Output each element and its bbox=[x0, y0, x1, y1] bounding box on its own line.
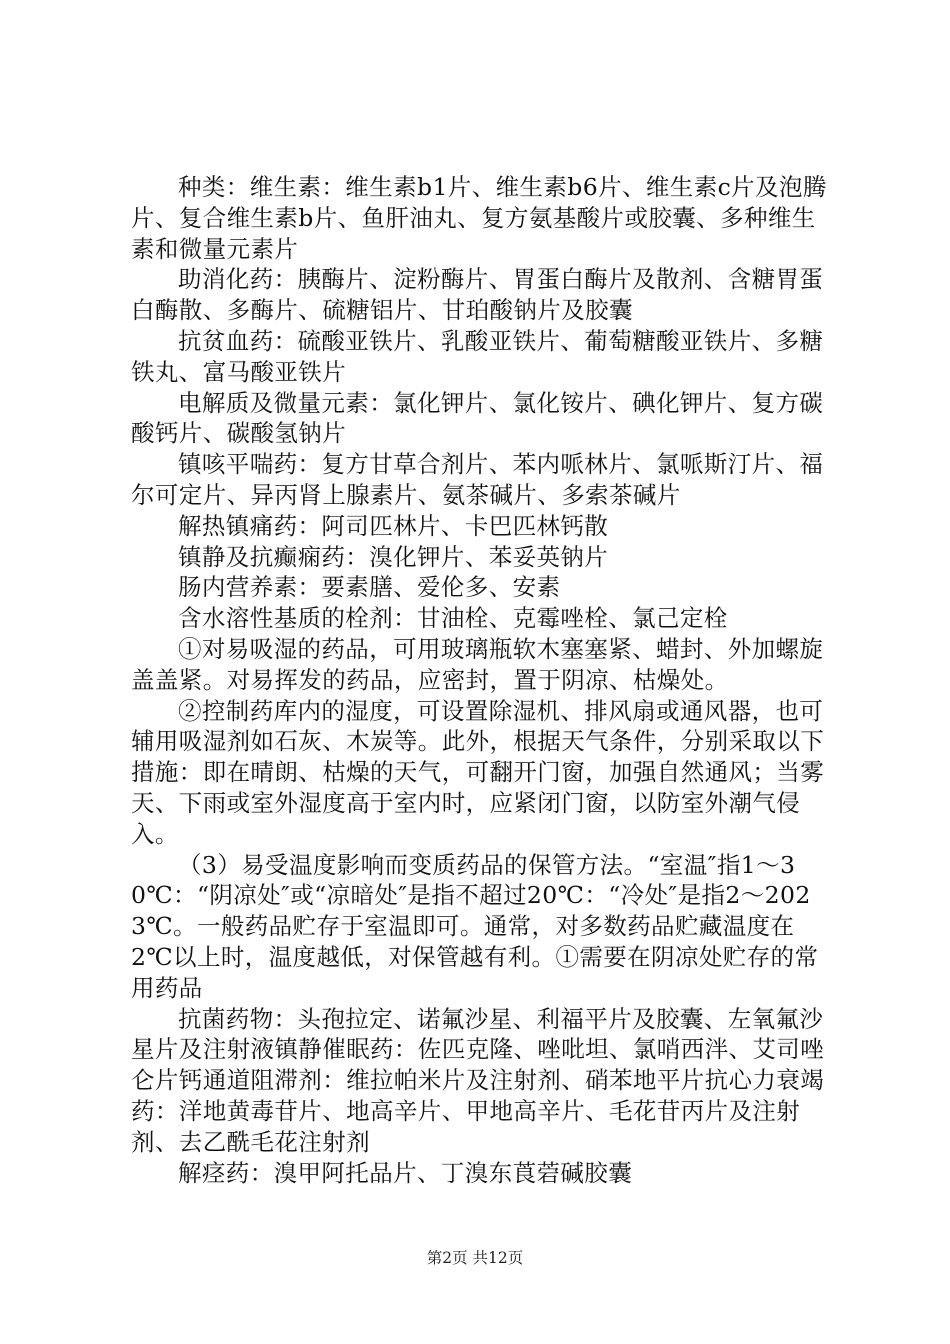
paragraph-electrolytes: 电解质及微量元素：氯化钾片、氯化铵片、碘化钾片、复方碳酸钙片、碳酸氢钠片 bbox=[131, 388, 824, 448]
paragraph-vitamins: 种类：维生素：维生素b1片、维生素b6片、维生素c片及泡腾片、复合维生素b片、鱼肝油丸、复方氨基酸片或胶囊、多种维生素和微量元素片 bbox=[131, 173, 827, 263]
paragraph-digestive-drugs: 助消化药：胰酶片、淀粉酶片、胃蛋白酶片及散剂、含糖胃蛋白酶散、多酶片、硫糖铝片、甘珀酸钠片及胶囊 bbox=[131, 265, 824, 325]
document-body bbox=[131, 172, 836, 1188]
paragraph-analgesics: 解热镇痛药：阿司匹林片、卡巴匹林钙散 bbox=[178, 511, 609, 540]
paragraph-enteral-nutrition: 肠内营养素：要素膳、爱伦多、安素 bbox=[178, 573, 561, 602]
paragraph-antitussive-drugs: 镇咳平喘药：复方甘草合剂片、苯内哌林片、氯哌斯汀片、福尔可定片、异丙肾上腺素片、氨茶碱片、多索茶碱片 bbox=[131, 450, 824, 509]
paragraph-moisture-point-2: ②控制药库内的湿度，可设置除湿机、排风扇或通风器，也可辅用吸湿剂如石灰、木炭等。此外，根据天气条件，分别采取以下措施：即在晴朗、枯燥的天气，可翻开门窗，加强自然通风；当雾天、下雨或室外湿度高于室内时，应紧闭门窗，以防室外潮气侵入。 bbox=[131, 696, 825, 848]
paragraph-sedatives: 镇静及抗癫痫药：溴化钾片、苯妥英钠片 bbox=[178, 542, 609, 571]
paragraph-antispasmodics: 解痉药：溴甲阿托品片、丁溴东莨菪碱胶囊 bbox=[178, 1158, 633, 1187]
paragraph-suppositories: 含水溶性基质的栓剂：甘油栓、克霉唑栓、氯己定栓 bbox=[178, 604, 728, 633]
paragraph-moisture-point-1: ①对易吸湿的药品，可用玻璃瓶软木塞塞紧、蜡封、外加螺旋盖盖紧。对易挥发的药品，应密封，置于阴凉、枯燥处。 bbox=[131, 634, 824, 694]
paragraph-antibacterial-drugs: 抗菌药物：头孢拉定、诺氟沙星、利福平片及胶囊、左氧氟沙星片及注射液镇静催眠药：佐匹克隆、唑吡坦、氯哨西泮、艾司唑仑片钙通道阻滞剂：维拉帕米片及注射剂、硝苯地平片抗心力衰竭药：洋地黄毒苷片、地高辛片、甲地高辛片、毛花苷丙片及注射剂、去乙酰毛花注射剂 bbox=[131, 1004, 825, 1156]
paragraph-temperature-storage: （3）易受温度影响而变质药品的保管方法。“室温″指1～30℃：“阴凉处″或“凉暗处″是指不超过20℃：“冷处″是指2～2023℃。一般药品贮存于室温即可。通常，对多数药品贮藏温度在2℃以上时，温度越低，对保管越有利。①需要在阴凉处贮存的常用药品 bbox=[131, 850, 819, 1002]
page-number-footer: 第2页 共12页 bbox=[426, 1249, 524, 1267]
paragraph-antianemia-drugs: 抗贫血药：硫酸亚铁片、乳酸亚铁片、葡萄糖酸亚铁片、多糖铁丸、富马酸亚铁片 bbox=[131, 326, 824, 386]
